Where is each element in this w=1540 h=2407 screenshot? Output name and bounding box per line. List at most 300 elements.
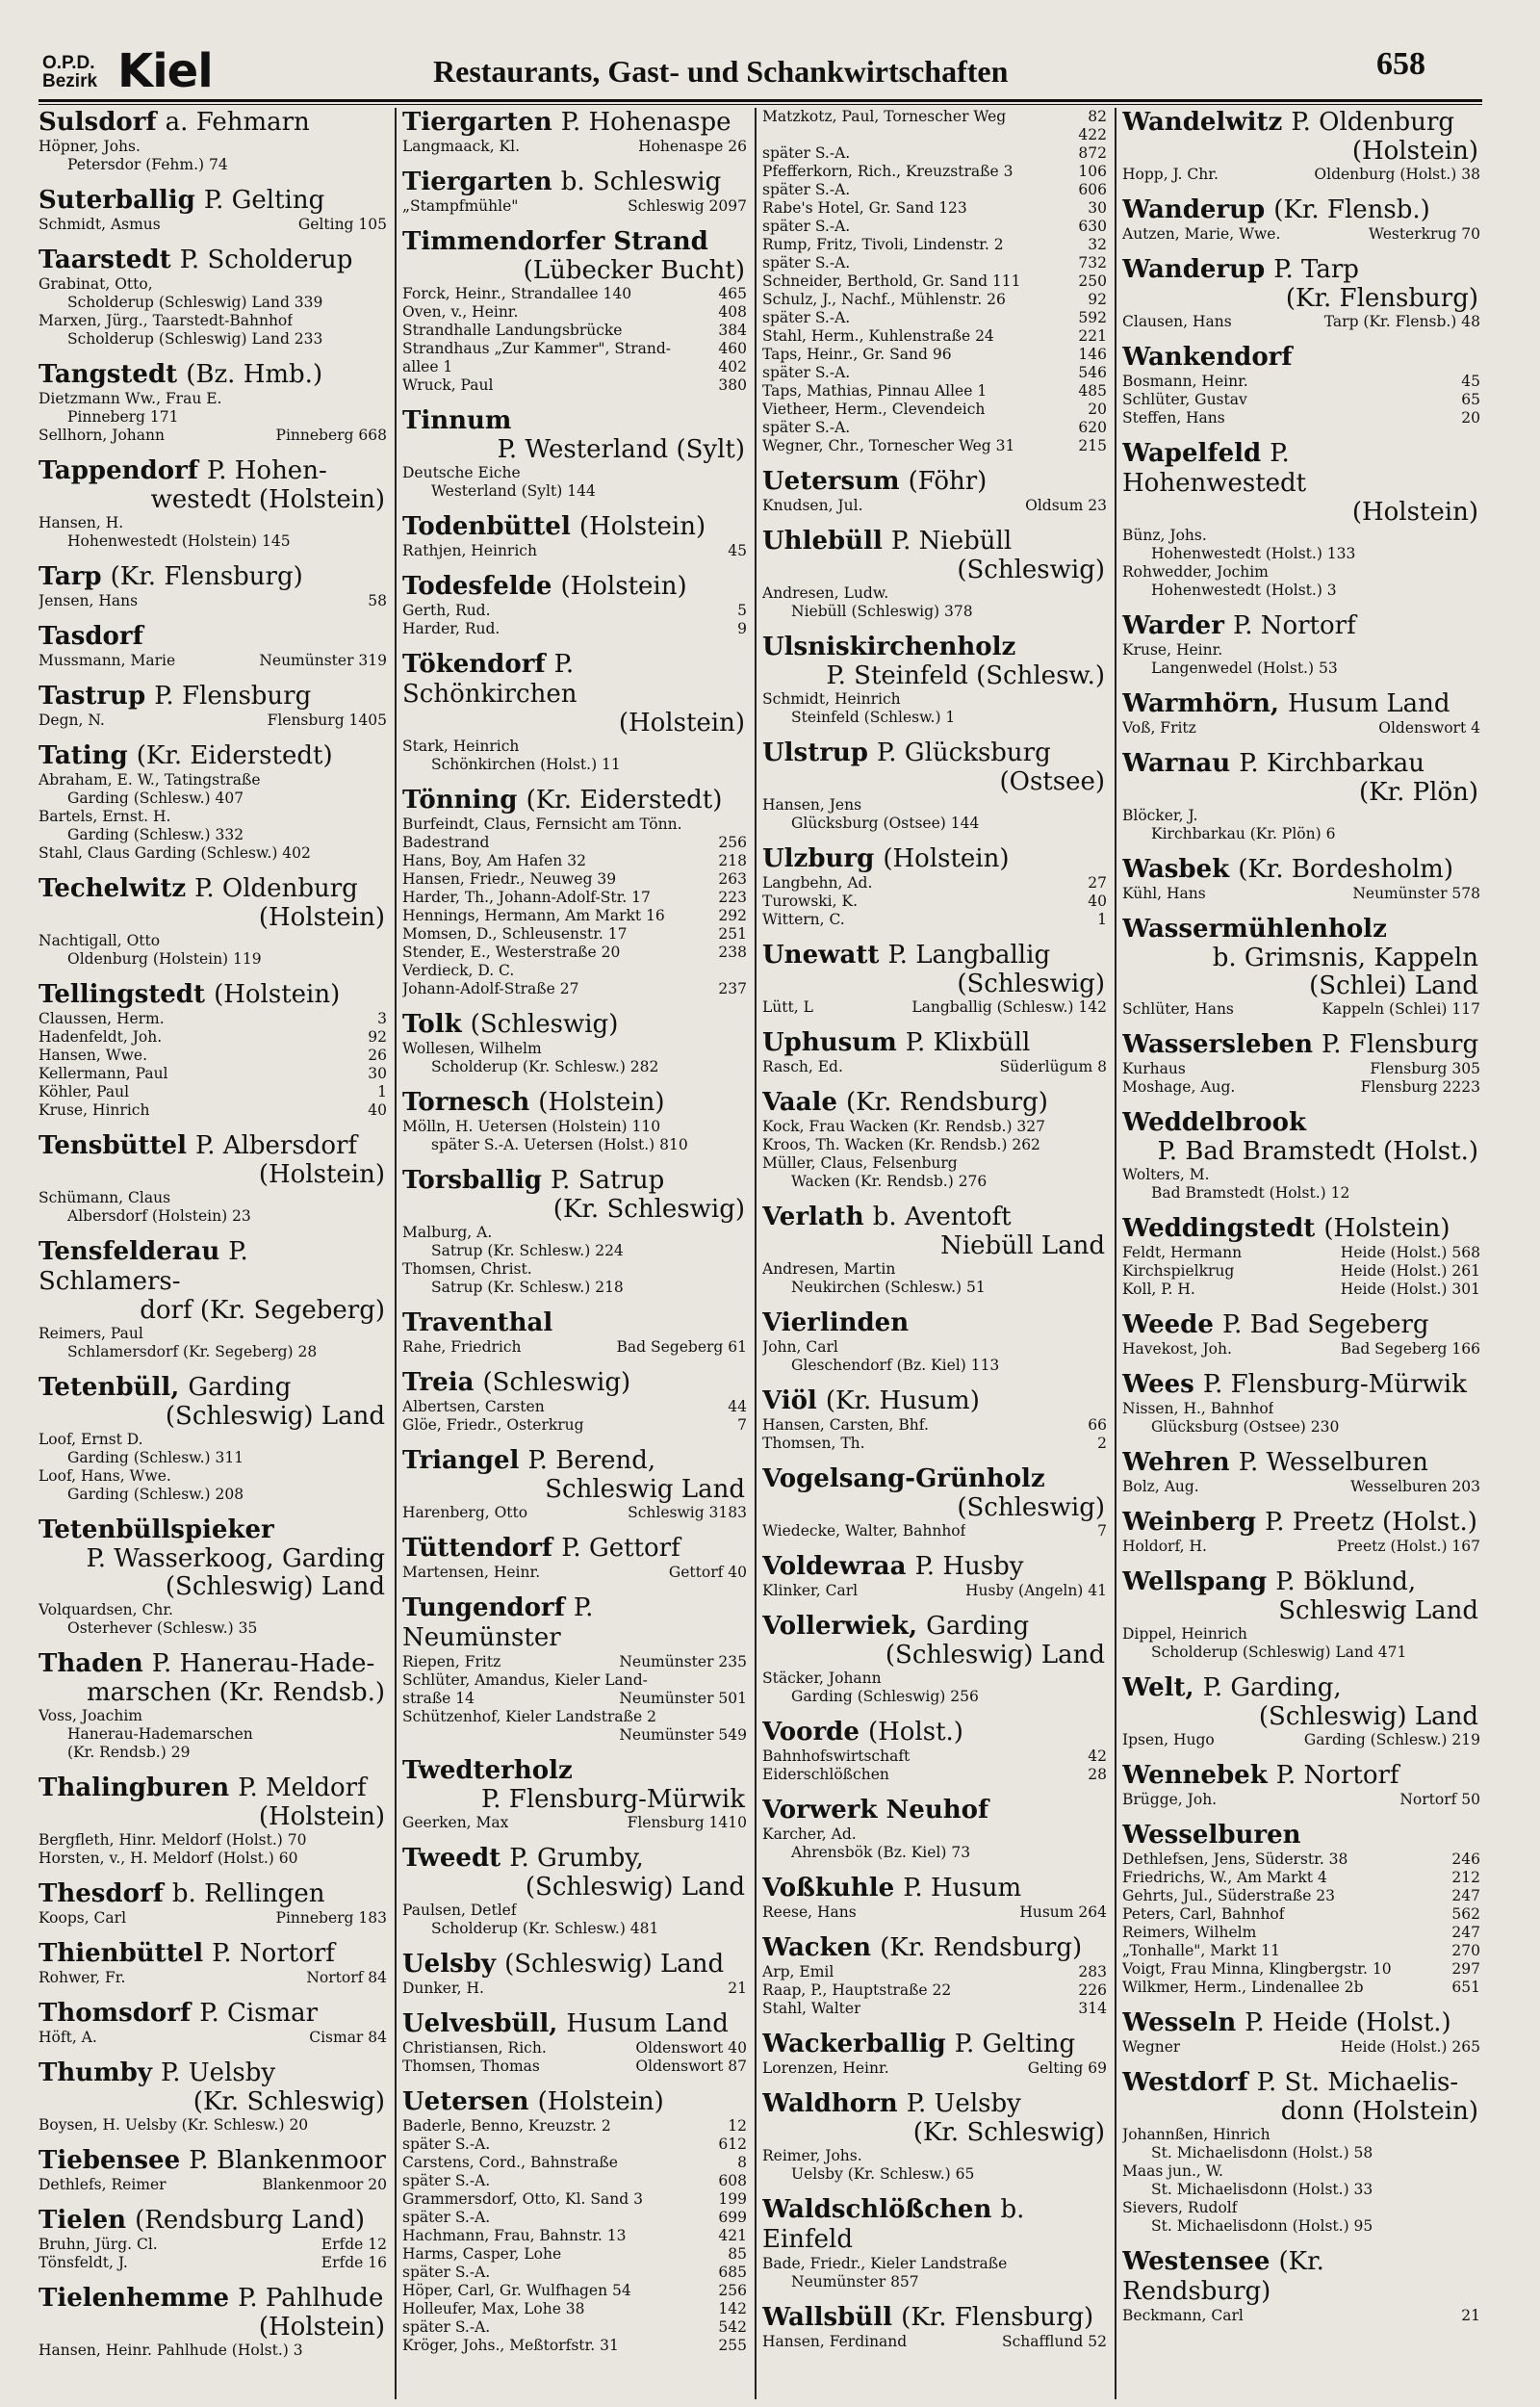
listing-name: Scholderup (Schleswig) Land 471 <box>1151 1643 1407 1661</box>
directory-entry <box>762 1088 1107 1191</box>
place-name: Welt, <box>1122 1673 1194 1702</box>
postal-note: (Holstein) <box>560 572 687 601</box>
listing-phone: Nortorf 84 <box>306 1969 387 1986</box>
listing-row <box>402 2227 747 2245</box>
listing-phone: 42 <box>1088 1747 1107 1765</box>
listing-name: Kröger, Johs., Meßtorfstr. 31 <box>402 2337 619 2354</box>
place-heading <box>38 562 387 592</box>
place-name: Tolk <box>402 1010 462 1039</box>
listing-row <box>402 2039 747 2058</box>
listing-phone: Gettorf 40 <box>668 1564 747 1581</box>
listing-row <box>762 584 1107 603</box>
listing-row <box>1122 373 1480 391</box>
listing-name: Bade, Friedr., Kieler Landstraße <box>762 2255 1008 2272</box>
place-subheading: (Kr. Flensburg) <box>1285 284 1478 313</box>
listing-row <box>762 1416 1107 1435</box>
place-heading <box>402 1446 747 1476</box>
directory-entry <box>1122 689 1480 738</box>
listing-name: Matzkotz, Paul, Tornescher Weg <box>762 108 1007 125</box>
listing-phone: 292 <box>718 907 747 924</box>
district-city: Kiel <box>117 44 213 98</box>
place-heading <box>402 1844 747 1874</box>
listing-row <box>402 2058 747 2076</box>
listing-name: Glücksburg (Ostsee) 230 <box>1151 1418 1340 1436</box>
directory-entry <box>762 1552 1107 1600</box>
place-name: Sulsdorf <box>38 108 157 137</box>
listing-phone: 247 <box>1451 1887 1480 1904</box>
listing-name: Schlüter, Gustav <box>1122 391 1247 408</box>
listing-name: Abraham, E. W., Tatingstraße <box>38 771 261 789</box>
listing-name: Badestrand <box>402 834 490 851</box>
place-name: Uphusum <box>762 1028 897 1057</box>
place-heading <box>1122 195 1480 225</box>
listing-row <box>762 893 1107 911</box>
listing-name: Neukirchen (Schlesw.) 51 <box>791 1279 986 1296</box>
listing-name: Neumünster 857 <box>791 2273 919 2291</box>
listing-row <box>38 532 387 551</box>
listing-name: Deutsche Eiche <box>402 464 521 481</box>
listing-name: Thomsen, Christ. <box>402 1260 532 1278</box>
postal-note: P. Hohen- <box>206 456 327 485</box>
postal-note: P. Gettorf <box>561 1534 680 1563</box>
listing-phone: 1 <box>377 1083 387 1100</box>
listing-phone: 546 <box>1078 364 1107 381</box>
place-heading <box>38 2284 387 2314</box>
directory-entry <box>402 1088 747 1154</box>
header-rule <box>38 99 1482 102</box>
listing-name: Glücksburg (Ostsee) 144 <box>791 815 980 832</box>
postal-note: P. Blankenmoor <box>189 2146 386 2175</box>
place-heading <box>402 227 747 257</box>
place-name: Timmendorfer Strand <box>402 227 708 256</box>
postal-note: Husum Land <box>566 2009 729 2038</box>
listing-name: Bruhn, Jürg. Cl. <box>38 2236 158 2253</box>
directory-entry <box>762 2195 1107 2291</box>
listing-row <box>38 312 387 330</box>
listing-name: Andresen, Ludw. <box>762 584 889 602</box>
listing-name: Taps, Heinr., Gr. Sand 96 <box>762 346 952 363</box>
postal-note: Husum Land <box>1287 689 1450 718</box>
postal-note: P. Oldenburg <box>194 874 358 903</box>
listing-row <box>402 944 747 962</box>
listing-row <box>762 1154 1107 1173</box>
listing-name: später S.-A. <box>402 2135 491 2153</box>
listing-row <box>1122 1731 1480 1749</box>
place-name: Tönning <box>402 786 518 815</box>
listing-row <box>38 1619 387 1638</box>
listing-name: Lütt, L <box>762 998 813 1016</box>
listing-name: Schlüter, Hans <box>1122 1000 1234 1018</box>
listing-phone: Oldenswort 4 <box>1378 719 1480 737</box>
directory-entry <box>762 1874 1107 1922</box>
place-name: Tastrup <box>38 682 146 711</box>
place-heading <box>762 1552 1107 1582</box>
listing-row <box>402 1671 747 1690</box>
listing-phone: Neumünster 549 <box>619 1726 747 1744</box>
listing-phone: Neumünster 501 <box>619 1690 747 1707</box>
listing-row <box>38 1744 387 1762</box>
directory-entry <box>1122 2008 1480 2057</box>
place-name: Thienbüttel <box>38 1939 204 1968</box>
listing-row <box>38 789 387 808</box>
directory-entry <box>402 108 747 156</box>
listing-name: allee 1 <box>402 358 453 375</box>
place-name: Vierlinden <box>762 1308 910 1337</box>
postal-note: (Holstein) <box>537 2087 664 2116</box>
listing-phone: Blankenmoor 20 <box>262 2176 387 2193</box>
listing-phone: 44 <box>728 1398 747 1415</box>
listing-name: Voß, Fritz <box>1122 719 1196 737</box>
listing-row <box>762 1747 1107 1766</box>
place-heading <box>38 456 387 486</box>
listing-name: Hennings, Hermann, Am Markt 16 <box>402 907 665 924</box>
listing-phone: 92 <box>368 1028 387 1046</box>
postal-note: P. Grumby, <box>509 1844 644 1873</box>
place-heading <box>762 2303 1107 2333</box>
listing-phone: 422 <box>1078 126 1107 143</box>
place-name: Verlath <box>762 1203 864 1231</box>
listing-name: Steffen, Hans <box>1122 409 1225 427</box>
listing-name: Jensen, Hans <box>38 592 139 609</box>
directory-entry <box>38 1999 387 2047</box>
listing-row <box>402 1136 747 1154</box>
postal-note: Garding <box>926 1612 1030 1641</box>
listing-row <box>402 482 747 501</box>
listing-name: Peters, Carl, Bahnhof <box>1122 1905 1285 1923</box>
listing-row <box>38 514 387 532</box>
place-name: Tetenbüllspieker <box>38 1515 274 1544</box>
listing-name: Schmidt, Heinrich <box>762 690 901 708</box>
listing-name: Holdorf, H. <box>1122 1538 1207 1555</box>
listing-row <box>762 1522 1107 1540</box>
listing-name: Hansen, Friedr., Neuweg 39 <box>402 870 617 888</box>
listing-row <box>762 108 1107 126</box>
listing-row <box>38 408 387 427</box>
place-heading <box>762 2089 1107 2119</box>
directory-entry <box>38 2284 387 2360</box>
listing-row <box>402 907 747 925</box>
listing-row <box>402 2190 747 2209</box>
listing-phone: Westerkrug 70 <box>1369 225 1480 243</box>
listing-phone: Tarp (Kr. Flensb.) 48 <box>1323 313 1480 330</box>
listing-phone: Heide (Holst.) 261 <box>1340 1262 1480 1280</box>
listing-phone: 218 <box>718 852 747 869</box>
postal-note: (Schleswig) Land <box>504 1950 725 1979</box>
listing-name: Bolz, Aug. <box>1122 1478 1199 1495</box>
place-heading <box>762 527 1107 556</box>
listing-phone: 146 <box>1078 346 1107 363</box>
directory-entry <box>1122 1508 1480 1556</box>
listing-name: Christiansen, Rich. <box>402 2039 547 2057</box>
place-subheading: marschen (Kr. Rendsb.) <box>86 1678 385 1707</box>
listing-name: Johannßen, Hinrich <box>1122 2126 1270 2143</box>
column-1 <box>38 108 387 2399</box>
listing-name: Hansen, Jens <box>762 796 862 814</box>
place-heading <box>402 1166 747 1196</box>
directory-entry <box>402 572 747 638</box>
listing-row <box>1122 1643 1480 1662</box>
listing-row <box>1122 1905 1480 1924</box>
listing-name: Rasch, Ed. <box>762 1058 843 1075</box>
listing-phone: 485 <box>1078 382 1107 400</box>
place-name: Ulstrup <box>762 738 868 767</box>
listing-name: Turowski, K. <box>762 893 858 910</box>
directory-entry <box>1122 611 1480 678</box>
listing-name: Langbehn, Ad. <box>762 874 873 892</box>
directory-entry <box>762 844 1107 929</box>
listing-row <box>38 216 387 234</box>
listing-row <box>1122 2126 1480 2144</box>
listing-phone: 40 <box>368 1101 387 1119</box>
listing-phone: 106 <box>1078 163 1107 180</box>
listing-phone: Süderlügum 8 <box>999 1058 1107 1075</box>
postal-note: (Schleswig) <box>482 1368 631 1397</box>
listing-phone: 40 <box>1088 893 1107 910</box>
place-heading <box>762 633 1107 662</box>
listing-name: Holleufer, Max, Lohe 38 <box>402 2300 585 2317</box>
listing-phone: Wesselburen 203 <box>1350 1478 1480 1495</box>
place-heading <box>1122 1673 1480 1703</box>
postal-note: P. Uelsby <box>906 2089 1021 2118</box>
place-subheading: (Holstein) <box>1351 137 1478 166</box>
listing-name: Hans, Boy, Am Hafen 32 <box>402 852 586 869</box>
place-name: Voßkuhle <box>762 1874 895 1902</box>
place-heading <box>38 186 387 216</box>
directory-entry <box>762 941 1107 1017</box>
place-name: Tweedt <box>402 1844 501 1873</box>
listing-name: Pfefferkorn, Rich., Kreuzstraße 3 <box>762 163 1014 180</box>
place-subheading: Schleswig Land <box>1278 1596 1478 1625</box>
postal-note: P. Preetz (Holst.) <box>1265 1508 1477 1537</box>
listing-name: Dethlefs, Reimer <box>38 2176 167 2193</box>
listing-name: Voigt, Frau Minna, Klingbergstr. 10 <box>1122 1960 1392 1978</box>
listing-name: Bahnhofswirtschaft <box>762 1747 911 1765</box>
postal-note: P. Kirchbarkau <box>1239 749 1425 778</box>
listing-row <box>1122 1625 1480 1643</box>
listing-row <box>402 1279 747 1297</box>
place-name: Wassersleben <box>1122 1030 1313 1059</box>
directory-entry <box>1122 2247 1480 2325</box>
listing-name: Garding (Schlesw.) 332 <box>67 826 244 843</box>
listing-row <box>38 2176 387 2194</box>
directory-entry <box>1122 915 1480 1019</box>
listing-row <box>1122 225 1480 244</box>
postal-note: P. Klixbüll <box>905 1028 1031 1057</box>
place-heading <box>762 1718 1107 1747</box>
listing-row <box>1122 1281 1480 1299</box>
directory-entry <box>402 227 747 395</box>
directory-entry <box>762 1308 1107 1375</box>
listing-name: Gehrts, Jul., Süderstraße 23 <box>1122 1887 1336 1904</box>
postal-note: (Holstein) <box>538 1088 665 1117</box>
directory-entry <box>402 1950 747 1998</box>
listing-row <box>402 542 747 560</box>
listing-phone: Heide (Holst.) 265 <box>1340 2038 1480 2056</box>
listing-row <box>38 808 387 826</box>
place-heading <box>1122 915 1480 945</box>
listing-row <box>402 1058 747 1076</box>
place-heading <box>762 2030 1107 2059</box>
listing-row <box>762 163 1107 181</box>
listing-name: Müller, Claus, Felsenburg <box>762 1154 958 1172</box>
place-name: Taarstedt <box>38 246 171 274</box>
postal-note: a. Fehmarn <box>165 108 310 137</box>
listing-name: Loof, Hans, Wwe. <box>38 1467 171 1485</box>
listing-phone: Erfde 16 <box>321 2254 387 2271</box>
listing-row <box>38 1101 387 1120</box>
place-heading <box>38 1939 387 1969</box>
postal-note: (Holstein) <box>883 844 1010 873</box>
listing-row <box>38 2236 387 2254</box>
listing-name: Glöe, Friedr., Osterkrug <box>402 1416 584 1434</box>
directory-entry <box>762 527 1107 621</box>
listing-phone: 82 <box>1088 108 1107 125</box>
place-name: Ulsniskirchenholz <box>762 633 1016 661</box>
listing-phone: 28 <box>1088 1766 1107 1783</box>
listing-name: Kirchbarkau (Kr. Plön) 6 <box>1151 825 1336 842</box>
listing-name: Schützenhof, Kieler Landstraße 2 <box>402 1708 656 1725</box>
listing-name: Kellermann, Paul <box>38 1065 168 1082</box>
listing-phone: Oldenswort 40 <box>635 2039 747 2057</box>
listing-name: „Stampfmühle" <box>402 197 519 215</box>
listing-name: Reimer, Johs. <box>762 2147 862 2164</box>
listing-phone: Cismar 84 <box>309 2029 387 2046</box>
place-name: Tiebensee <box>38 2146 181 2175</box>
listing-row <box>1122 660 1480 678</box>
listing-row <box>1122 1262 1480 1281</box>
listing-row <box>1122 1960 1480 1979</box>
listing-name: Garding (Schleswig) 256 <box>791 1688 979 1705</box>
postal-note: P. Uelsby <box>161 2058 276 2087</box>
listing-name: später S.-A. <box>762 419 851 436</box>
place-heading <box>762 844 1107 874</box>
column-divider <box>1115 108 1116 2399</box>
listing-name: Schneider, Berthold, Gr. Sand 111 <box>762 272 1021 290</box>
listing-row <box>762 690 1107 709</box>
place-heading <box>38 1515 387 1545</box>
directory-entry <box>38 1879 387 1928</box>
listing-row <box>762 144 1107 163</box>
listing-row <box>1122 1538 1480 1556</box>
place-name: Wanderup <box>1122 255 1266 284</box>
listing-name: Degn, N. <box>38 712 105 729</box>
listing-phone: Pinneberg 668 <box>275 427 387 444</box>
listing-name: Dietzmann Ww., Frau E. <box>38 390 222 407</box>
listing-name: John, Carl <box>762 1338 838 1356</box>
listing-name: Baderle, Benno, Kreuzstr. 2 <box>402 2117 611 2135</box>
listing-row <box>762 497 1107 515</box>
place-heading <box>762 1933 1107 1963</box>
listing-name: Verdieck, D. C. <box>402 962 515 979</box>
directory-entry <box>762 1796 1107 1862</box>
place-heading <box>1122 1761 1480 1791</box>
directory-entry <box>1122 255 1480 331</box>
listing-row <box>402 1920 747 1938</box>
place-name: Tinnum <box>402 406 512 435</box>
listing-phone: 283 <box>1078 1963 1107 1980</box>
postal-note: P. Flensburg <box>154 682 312 711</box>
listing-row <box>762 2165 1107 2184</box>
place-name: Uhlebüll <box>762 527 883 556</box>
place-name: Uetersen <box>402 2087 529 2116</box>
listing-row <box>38 275 387 294</box>
listing-name: Stahl, Walter <box>762 2000 861 2017</box>
place-heading <box>1122 2068 1480 2098</box>
directory-entry <box>38 246 387 349</box>
listing-name: Rabe's Hotel, Gr. Sand 123 <box>762 199 967 217</box>
postal-note: P. Hohenwestedt <box>1122 439 1307 498</box>
listing-row <box>762 364 1107 382</box>
postal-note: (Holstein) <box>1323 1214 1450 1243</box>
place-subheading: (Schleswig) Land <box>525 1873 745 1902</box>
listing-name: Höpner, Johs. <box>38 138 141 155</box>
place-heading <box>38 1237 387 1297</box>
listing-row <box>402 602 747 620</box>
directory-entry <box>38 456 387 551</box>
place-name: Treia <box>402 1368 475 1397</box>
listing-name: Wiedecke, Walter, Bahnhof <box>762 1522 966 1540</box>
directory-entry <box>1122 2068 1480 2236</box>
listing-name: Hohenwestedt (Holst.) 133 <box>1151 545 1356 562</box>
directory-entry <box>1122 1214 1480 1299</box>
directory-entry <box>402 1010 747 1076</box>
place-heading <box>1122 689 1480 719</box>
directory-entry <box>38 108 387 174</box>
listing-name: Kruse, Hinrich <box>38 1101 150 1119</box>
place-subheading: (Kr. Plön) <box>1358 778 1478 807</box>
place-name: Tensbüttel <box>38 1131 187 1160</box>
place-name: Viöl <box>762 1386 817 1415</box>
postal-note: (Föhr) <box>908 467 988 496</box>
directory-entry <box>1122 195 1480 244</box>
listing-phone: 608 <box>718 2172 747 2189</box>
listing-row <box>38 1028 387 1047</box>
listing-row <box>1122 825 1480 843</box>
place-heading <box>38 1649 387 1679</box>
postal-note: b. Aventoft <box>872 1203 1012 1231</box>
listing-phone: 26 <box>368 1047 387 1064</box>
postal-note: b. Rellingen <box>171 1879 325 1908</box>
place-name: Weddingstedt <box>1122 1214 1316 1243</box>
listing-row <box>38 1831 387 1850</box>
listing-phone: 542 <box>718 2318 747 2336</box>
listing-phone: 402 <box>718 358 747 375</box>
listing-row <box>402 1040 747 1058</box>
directory-entry <box>38 874 387 969</box>
place-heading <box>402 1756 747 1786</box>
place-heading <box>1122 2247 1480 2307</box>
listing-name: Sievers, Rudolf <box>1122 2199 1238 2216</box>
place-subheading: P. Westerland (Sylt) <box>497 435 745 464</box>
directory-entry <box>762 1464 1107 1540</box>
postal-note: P. Nortorf <box>212 1939 335 1968</box>
listing-row <box>38 1707 387 1725</box>
place-heading <box>38 682 387 712</box>
place-heading <box>1122 1821 1480 1851</box>
listing-name: Gerth, Rud. <box>402 602 491 619</box>
listing-row <box>402 285 747 303</box>
place-name: Todesfelde <box>402 572 552 601</box>
postal-note: (Kr. Eiderstedt) <box>136 741 333 770</box>
listing-row <box>1122 391 1480 409</box>
listing-row <box>38 592 387 610</box>
place-heading <box>402 406 747 436</box>
place-name: Wesselburen <box>1122 1821 1301 1850</box>
listing-row <box>762 272 1107 291</box>
directory-entry <box>402 786 747 998</box>
directory-entry <box>402 650 747 774</box>
place-heading <box>1122 611 1480 641</box>
